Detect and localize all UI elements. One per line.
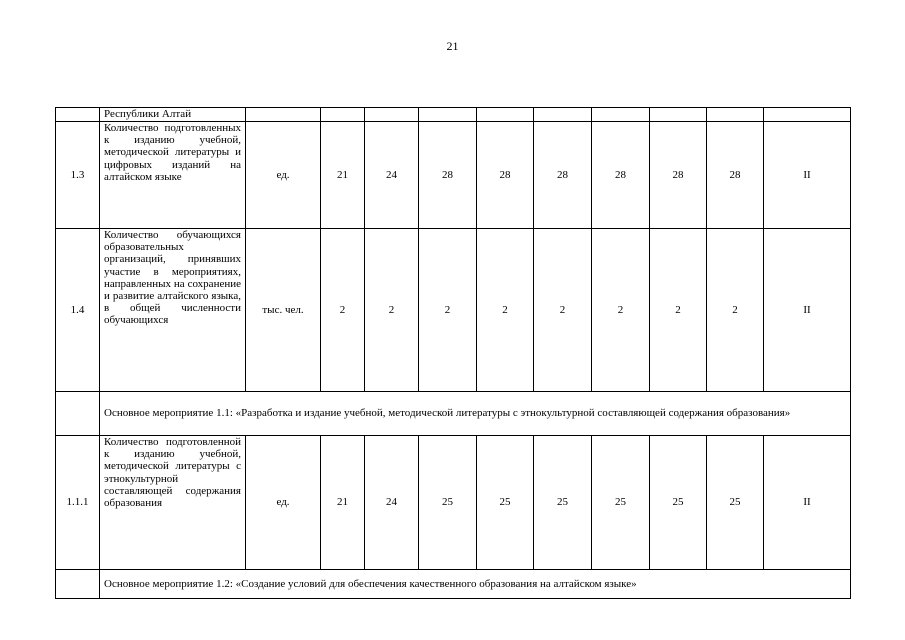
indicator-value: 2 bbox=[419, 229, 477, 392]
cell-value bbox=[650, 108, 707, 122]
indicator-value: 28 bbox=[477, 122, 534, 229]
table-row bbox=[56, 122, 851, 229]
cell-value bbox=[534, 108, 592, 122]
table-row bbox=[56, 436, 851, 570]
indicator-value: 2 bbox=[707, 229, 764, 392]
indicator-value: 2 bbox=[592, 229, 650, 392]
indicator-value: 25 bbox=[477, 436, 534, 570]
cell-num bbox=[56, 108, 100, 122]
indicators-table bbox=[55, 107, 851, 599]
cell-value bbox=[321, 108, 365, 122]
indicator-value: 25 bbox=[592, 436, 650, 570]
indicator-name: Количество подготовленной к изданию учебной, методической литературы с этнокультурной составляющей содержания образования bbox=[100, 436, 246, 570]
table-row bbox=[56, 108, 851, 122]
cell-value bbox=[419, 108, 477, 122]
indicator-unit: ед. bbox=[246, 436, 321, 570]
indicator-value: 24 bbox=[365, 122, 419, 229]
indicator-value: 2 bbox=[365, 229, 419, 392]
indicator-value: 24 bbox=[365, 436, 419, 570]
main-event-title: Основное мероприятие 1.1: «Разработка и издание учебной, методической литературы с этнокультурной составляющей содержания образования» bbox=[100, 392, 851, 436]
indicator-number: 1.1.1 bbox=[56, 436, 100, 570]
cell-value bbox=[477, 108, 534, 122]
cell-value bbox=[707, 108, 764, 122]
indicator-value: 25 bbox=[419, 436, 477, 570]
cell-num bbox=[56, 392, 100, 436]
indicator-value: 28 bbox=[419, 122, 477, 229]
table-row bbox=[56, 392, 851, 436]
indicator-value: 25 bbox=[650, 436, 707, 570]
indicator-value: 2 bbox=[650, 229, 707, 392]
table-row bbox=[56, 229, 851, 392]
indicator-value: 28 bbox=[534, 122, 592, 229]
cell-unit bbox=[246, 108, 321, 122]
cell-value bbox=[365, 108, 419, 122]
indicator-value: 2 bbox=[477, 229, 534, 392]
indicator-value: 2 bbox=[321, 229, 365, 392]
table-row bbox=[56, 570, 851, 599]
indicator-value: 28 bbox=[650, 122, 707, 229]
cell-num bbox=[56, 570, 100, 599]
indicator-number: 1.3 bbox=[56, 122, 100, 229]
indicator-stage: II bbox=[764, 229, 851, 392]
indicator-stage: II bbox=[764, 436, 851, 570]
indicator-unit: ед. bbox=[246, 122, 321, 229]
indicator-name: Количество обучающихся образовательных организаций, принявших участие в мероприятиях, направленных на сохранение и развитие алтайского языка, в общей численности обучающихся bbox=[100, 229, 246, 392]
indicator-stage: II bbox=[764, 122, 851, 229]
indicator-value: 28 bbox=[592, 122, 650, 229]
indicator-value: 25 bbox=[707, 436, 764, 570]
indicator-value: 25 bbox=[534, 436, 592, 570]
indicator-value: 21 bbox=[321, 122, 365, 229]
page-number: 21 bbox=[446, 39, 459, 53]
indicator-name: Республики Алтай bbox=[100, 108, 246, 122]
indicator-unit: тыс. чел. bbox=[246, 229, 321, 392]
indicator-value: 2 bbox=[534, 229, 592, 392]
cell-stage bbox=[764, 108, 851, 122]
main-event-title: Основное мероприятие 1.2: «Создание условий для обеспечения качественного образования на алтайском языке» bbox=[100, 570, 851, 599]
indicator-number: 1.4 bbox=[56, 229, 100, 392]
indicator-name: Количество подготовленных к изданию учебной, методической литературы и цифровых изданий на алтайском языке bbox=[100, 122, 246, 229]
indicator-value: 28 bbox=[707, 122, 764, 229]
cell-value bbox=[592, 108, 650, 122]
indicator-value: 21 bbox=[321, 436, 365, 570]
